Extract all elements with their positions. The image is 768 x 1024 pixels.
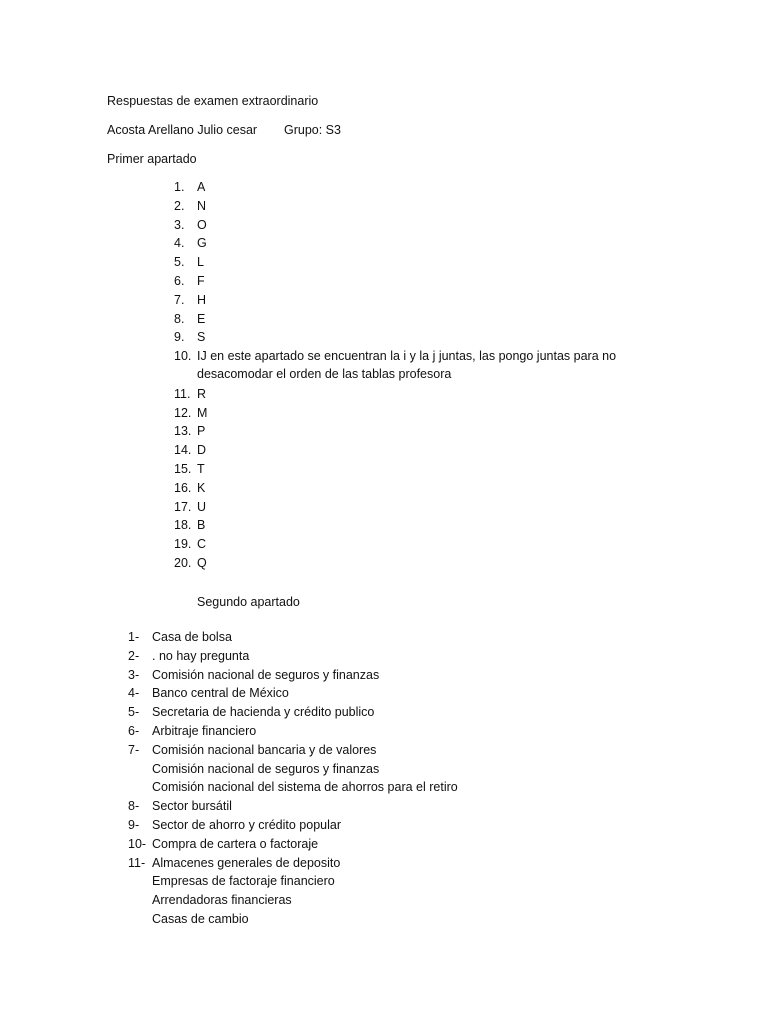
list-item: [174, 460, 734, 479]
item-number: 9.: [174, 330, 185, 345]
item-answer: A: [197, 180, 206, 194]
list-item: [128, 703, 648, 722]
list-item: [128, 854, 648, 873]
list-item: [174, 535, 734, 554]
item-answer: C: [197, 537, 207, 552]
item-answer: H: [197, 292, 207, 307]
item-answer: IJ en este apartado se encuentran la i y la j juntas, las pongo juntas para no desacomodar el orden de las tablas profesora: [197, 349, 617, 382]
list-item: [128, 760, 648, 779]
answer-list-segundo-apartado: [128, 628, 648, 929]
item-number: 4.: [174, 236, 185, 251]
item-answer: P: [197, 424, 206, 439]
item-answer: . no hay pregunta: [152, 648, 250, 663]
list-item: [174, 328, 734, 347]
list-item: [174, 498, 734, 517]
list-item: [128, 816, 648, 835]
item-answer: Casas de cambio: [152, 911, 249, 926]
item-answer: Banco central de México: [152, 686, 289, 701]
item-answer: Casa de bolsa: [152, 630, 232, 644]
list-item: [174, 385, 734, 404]
item-answer: Comisión nacional de seguros y finanzas: [152, 667, 380, 682]
list-item: [174, 554, 734, 573]
item-number: 19.: [174, 537, 192, 552]
item-answer: Sector bursátil: [152, 799, 232, 814]
item-number: 10.: [174, 349, 192, 364]
item-answer: Arrendadoras financieras: [152, 893, 292, 908]
item-number: 17.: [174, 499, 192, 514]
item-number: 5.: [174, 255, 185, 270]
item-answer: Q: [197, 555, 207, 570]
list-item: [128, 872, 648, 891]
item-answer: Comisión nacional del sistema de ahorros para el retiro: [152, 780, 458, 795]
list-item: [174, 422, 734, 441]
item-number: 11-: [128, 855, 146, 870]
item-answer: N: [197, 198, 207, 213]
item-answer: Sector de ahorro y crédito popular: [152, 817, 341, 832]
item-number: 4-: [128, 686, 140, 701]
item-answer: O: [197, 217, 207, 232]
item-number: 3.: [174, 217, 185, 232]
item-number: 2.: [174, 198, 185, 213]
item-number: 9-: [128, 817, 140, 832]
item-answer: M: [197, 405, 208, 420]
list-item: [128, 778, 648, 797]
list-item: [128, 647, 648, 666]
group-label: Grupo: S3: [284, 123, 341, 137]
item-answer: Comisión nacional de seguros y finanzas: [152, 761, 380, 776]
item-number: 8-: [128, 799, 140, 814]
item-number: 5-: [128, 705, 140, 720]
item-answer: Secretaria de hacienda y crédito publico: [152, 705, 375, 720]
item-answer: S: [197, 330, 206, 345]
list-item: [174, 516, 734, 535]
item-answer: R: [197, 386, 207, 401]
item-answer: T: [197, 461, 205, 476]
item-number: 7-: [128, 742, 140, 757]
list-item: [128, 835, 648, 854]
item-answer: Almacenes generales de deposito: [152, 855, 341, 870]
list-item: [174, 272, 734, 291]
item-answer: D: [197, 443, 207, 458]
item-answer: Arbitraje financiero: [152, 723, 257, 738]
section-title-segundo-apartado: Segundo apartado: [197, 595, 300, 609]
item-answer: L: [197, 255, 204, 270]
item-answer: F: [197, 273, 205, 288]
item-answer: U: [197, 499, 207, 514]
student-name: Acosta Arellano Julio cesar: [107, 123, 258, 137]
list-item: [128, 741, 648, 760]
item-number: 10-: [128, 836, 147, 851]
list-item: [174, 253, 734, 272]
item-answer: Compra de cartera o factoraje: [152, 836, 319, 851]
item-answer: Comisión nacional bancaria y de valores: [152, 742, 377, 757]
list-item: [174, 216, 734, 235]
list-item: [174, 310, 734, 329]
list-item: [174, 234, 734, 253]
section-title-primer-apartado: Primer apartado: [107, 152, 197, 166]
item-number: 20.: [174, 555, 192, 570]
list-item: [128, 628, 648, 647]
list-item: [174, 441, 734, 460]
item-number: 1.: [174, 180, 185, 194]
item-number: 11.: [174, 386, 191, 401]
item-answer: K: [197, 480, 206, 495]
item-number: 15.: [174, 461, 192, 476]
list-item: [128, 910, 648, 929]
item-answer: Empresas de factoraje financiero: [152, 874, 335, 889]
list-item: [174, 291, 734, 310]
item-number: 3-: [128, 667, 140, 682]
item-number: 12.: [174, 405, 192, 420]
item-number: 14.: [174, 443, 192, 458]
item-number: 16.: [174, 480, 192, 495]
list-item: [128, 891, 648, 910]
item-number: 6-: [128, 723, 140, 738]
item-number: 13.: [174, 424, 192, 439]
item-answer: G: [197, 236, 207, 251]
answer-list-primer-apartado: [174, 178, 734, 573]
list-item: [174, 178, 734, 197]
list-item: [128, 722, 648, 741]
item-answer: B: [197, 518, 206, 533]
document-title: Respuestas de examen extraordinario: [107, 94, 319, 108]
list-item: [174, 347, 734, 385]
list-item: [174, 479, 734, 498]
item-number: 6.: [174, 273, 185, 288]
list-item: [128, 797, 648, 816]
list-item: [128, 666, 648, 685]
item-answer: E: [197, 311, 206, 326]
item-number: 1-: [128, 630, 140, 644]
list-item: [174, 404, 734, 423]
item-number: 2-: [128, 648, 140, 663]
item-number: 18.: [174, 518, 192, 533]
item-number: 7.: [174, 292, 185, 307]
list-item: [128, 684, 648, 703]
list-item: [174, 197, 734, 216]
item-number: 8.: [174, 311, 185, 326]
